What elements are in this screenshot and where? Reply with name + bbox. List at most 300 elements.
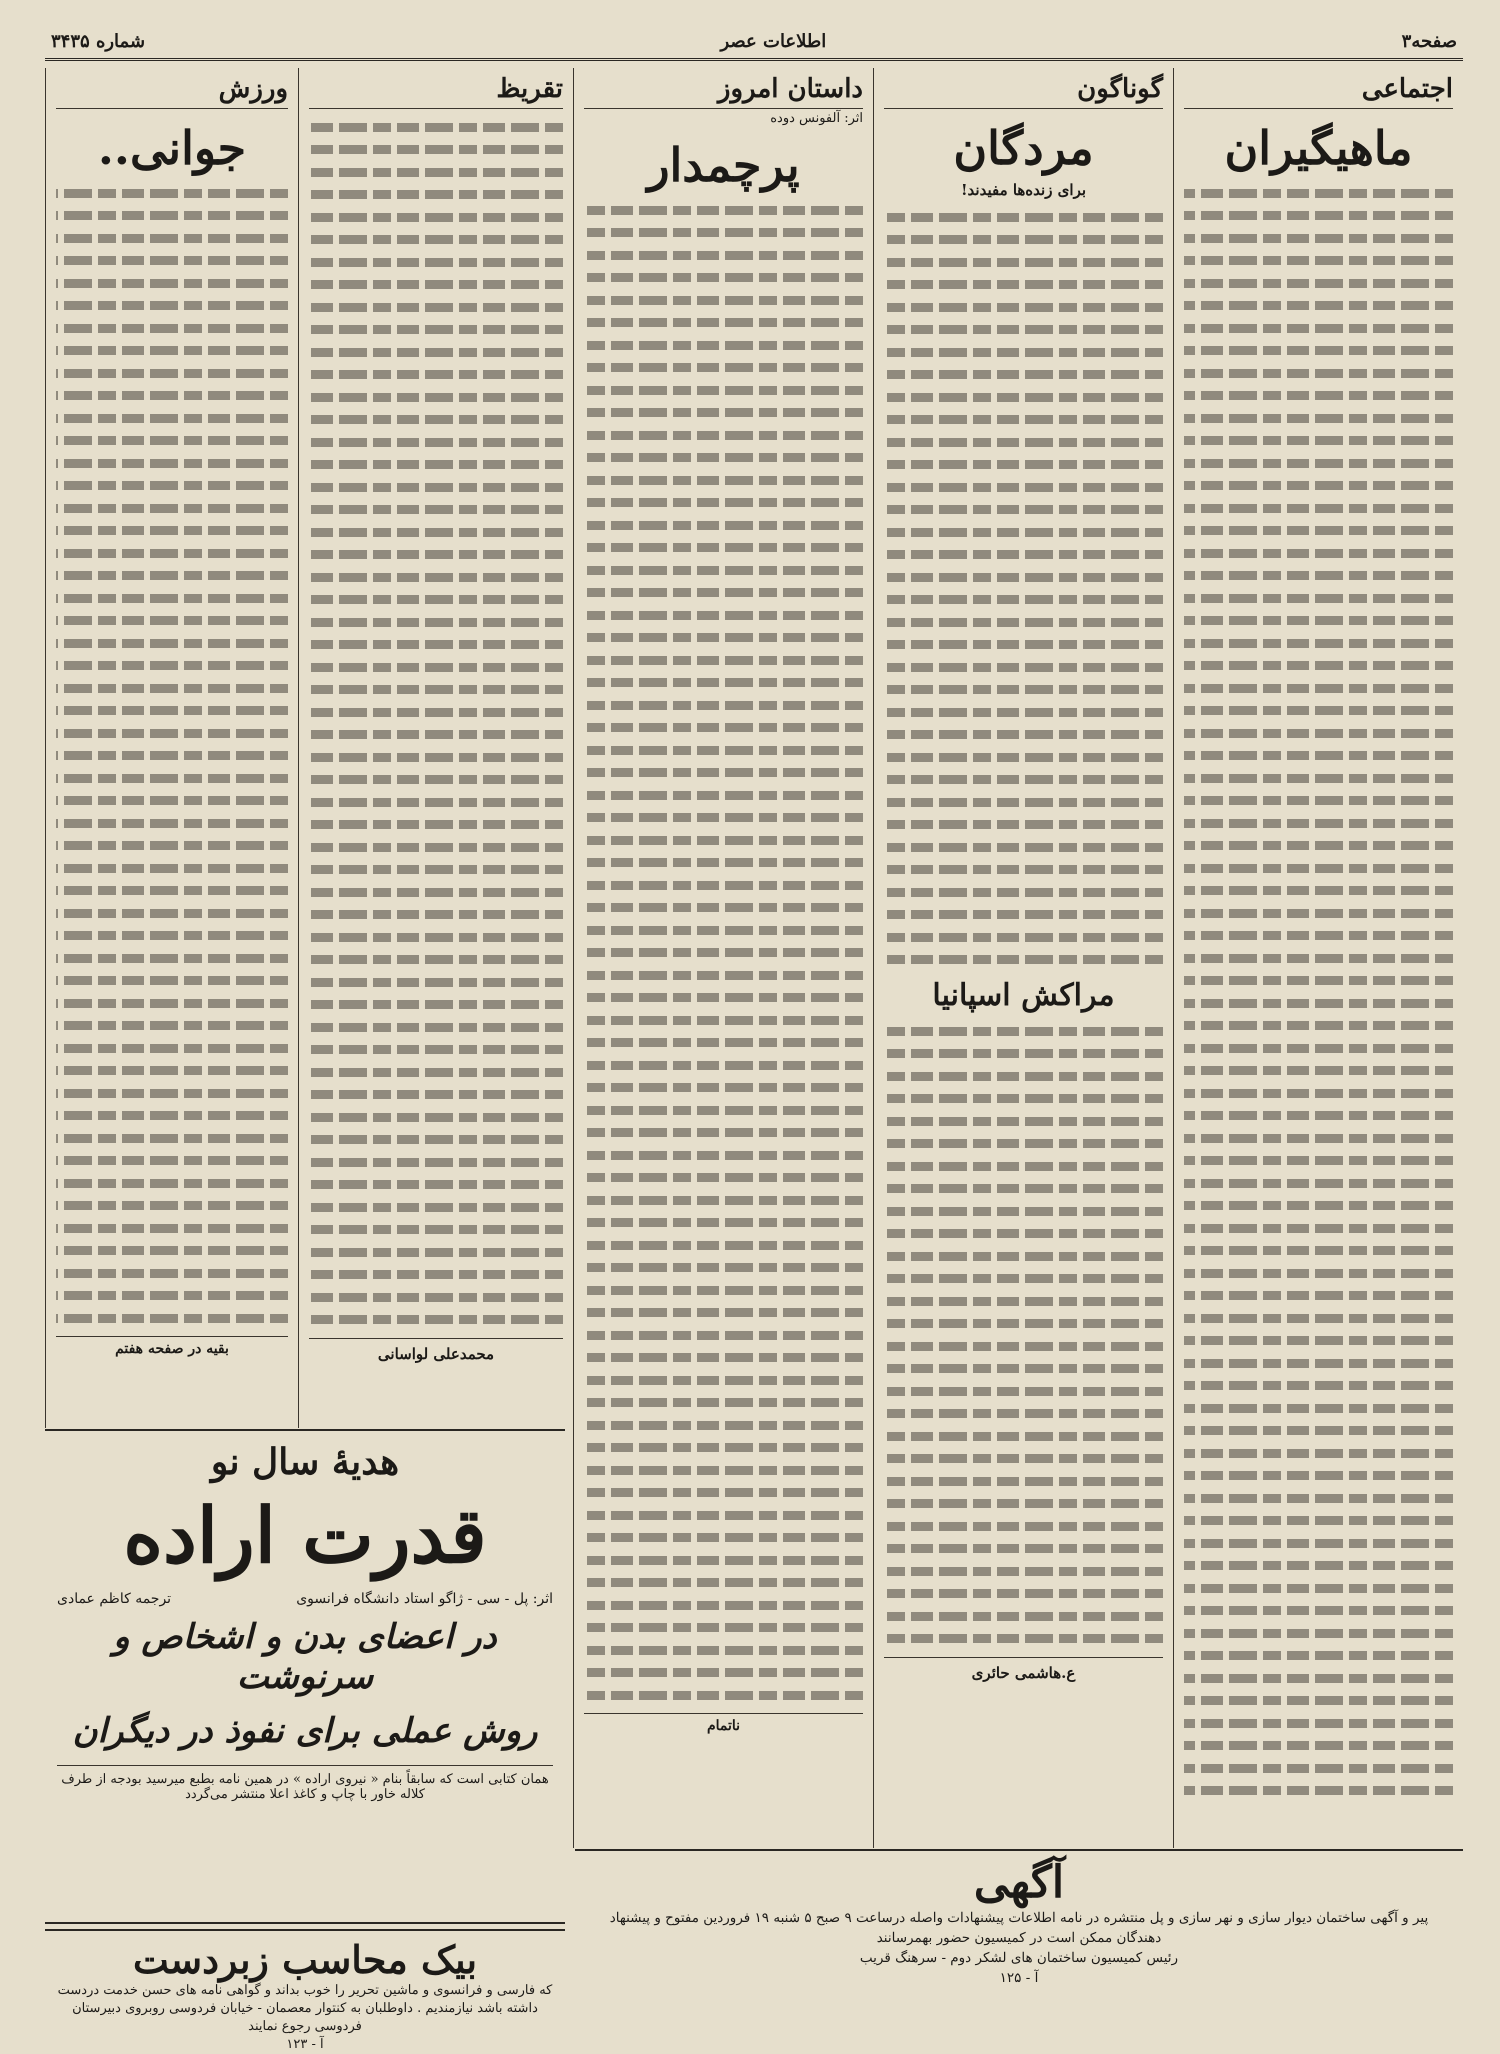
text-line [584,1151,863,1160]
text-line [309,505,563,514]
text-line [309,1023,563,1032]
text-line [584,993,863,1002]
text-line [56,954,288,963]
text-line [309,753,563,762]
text-line [56,369,288,378]
text-line [1184,999,1453,1008]
text-line [56,1089,288,1098]
text-line [584,566,863,575]
text-line [584,431,863,440]
text-line [56,1044,288,1053]
text-line [1184,1201,1453,1210]
column-review [298,68,573,1428]
accountant-details: که فارسی و فرانسوی و ماشین تحریر را خوب بداند و گواهی نامه های حسن خدمت دردست داشته باشد نیازمندیم . داوطلبان به کنتوار معصمان - خیابان فردوسی روبروی دبیرستان فردوسی رجوع نمایند [57,1983,553,2034]
text-line [884,1027,1163,1036]
text-line [1184,1111,1453,1120]
text-line [884,1049,1163,1058]
text-line [56,1111,288,1120]
text-line [884,393,1163,402]
text-line [1184,1696,1453,1705]
notice-sign: رئیس کمیسیون ساختمان های لشکر دوم - سرهنگ قریب [859,1950,1179,1966]
text-line [884,955,1163,964]
text-line [884,1162,1163,1171]
text-line [309,618,563,627]
text-line [584,1443,863,1452]
text-line [1184,751,1453,760]
text-line [584,881,863,890]
text-line [309,1068,563,1077]
text-line [1184,481,1453,490]
text-line [584,1061,863,1070]
text-line [884,730,1163,739]
text-line [584,206,863,215]
text-line [584,1511,863,1520]
text-line [56,346,288,355]
text-line [884,1342,1163,1351]
text-line [584,1083,863,1092]
text-line [56,571,288,580]
text-line [884,528,1163,537]
text-line [1184,1606,1453,1615]
section-label-story: داستان امروز [584,74,863,109]
text-line [884,1252,1163,1261]
text-line [584,386,863,395]
text-line [309,1293,563,1302]
text-line [56,774,288,783]
text-line [309,393,563,402]
text-line [56,1314,288,1323]
text-line [884,1499,1163,1508]
text-line [584,1601,863,1610]
text-line [1184,256,1453,265]
text-line [1184,391,1453,400]
text-line [884,258,1163,267]
text-line [584,341,863,350]
text-line [56,976,288,985]
text-line [884,1117,1163,1126]
text-line [1184,1089,1453,1098]
ad-accountant [45,1929,565,2052]
text-line [309,1135,563,1144]
text-line [584,1308,863,1317]
text-line [56,1291,288,1300]
text-line [1184,1426,1453,1435]
text-line [1184,1629,1453,1638]
text-line [884,1319,1163,1328]
text-line [1184,1674,1453,1683]
text-line [1184,1314,1453,1323]
text-line [56,526,288,535]
text-line [56,729,288,738]
text-line [884,1207,1163,1216]
sport-continued: بقیه در صفحه هفتم [56,1336,288,1357]
text-line [56,211,288,220]
text-line [584,1173,863,1182]
text-line [56,999,288,1008]
text-line [56,706,288,715]
text-line [56,1246,288,1255]
text-line [584,1241,863,1250]
text-line [584,791,863,800]
text-line [1184,571,1453,580]
text-line [884,460,1163,469]
section-label-social: اجتماعی [1184,74,1453,109]
text-line [56,594,288,603]
text-line [884,820,1163,829]
text-line [309,348,563,357]
text-line [884,1364,1163,1373]
text-line [884,1612,1163,1621]
text-line [56,909,288,918]
text-line [56,234,288,243]
text-line [1184,976,1453,985]
text-line [309,798,563,807]
column-story [573,68,873,1848]
text-line [309,730,563,739]
text-line [1184,346,1453,355]
text-line [584,408,863,417]
notice-code: آ - ۱۲۵ [999,1970,1039,1986]
text-line [584,521,863,530]
text-line [584,363,863,372]
text-line [309,820,563,829]
text-line [1184,1449,1453,1458]
text-line [309,123,563,132]
accountant-code: آ - ۱۲۳ [286,2037,324,2052]
paper-name: اطلاعات عصر [720,30,827,52]
text-line [1184,549,1453,558]
text-line [584,543,863,552]
text-line [884,1454,1163,1463]
text-line [584,228,863,237]
text-line [309,145,563,154]
text-line [309,325,563,334]
text-line [56,661,288,670]
text-line [1184,909,1453,918]
text-line [56,819,288,828]
text-line [1184,369,1453,378]
text-line [584,768,863,777]
text-line [584,1488,863,1497]
text-line [884,910,1163,919]
text-line [1184,819,1453,828]
text-line [584,1353,863,1362]
text-line [884,753,1163,762]
text-line [56,279,288,288]
text-line [584,971,863,980]
text-line [584,1556,863,1565]
newspaper-page [45,24,1463,2052]
text-line [1184,1584,1453,1593]
text-line [1184,1494,1453,1503]
text-line [584,273,863,282]
text-line [1184,1044,1453,1053]
text-line [309,775,563,784]
gift-line1: در اعضای بدن و اشخاص و سرنوشت [113,1617,497,1697]
headline-youth: جوانی.. [97,121,247,175]
gift-line2: روش عملی برای نفوذ در دیگران [72,1711,538,1751]
text-line [56,1179,288,1188]
text-line [1184,1786,1453,1795]
text-line [56,1066,288,1075]
text-line [1184,661,1453,670]
author-signature: ع.هاشمی حائری [884,1657,1163,1682]
text-line [884,1589,1163,1598]
story-author: اثر: آلفونس دوده [770,111,863,126]
text-line [309,640,563,649]
text-line [1184,1359,1453,1368]
text-line [1184,796,1453,805]
text-line [884,1432,1163,1441]
text-line [584,1196,863,1205]
text-line [1184,1224,1453,1233]
text-line [56,1269,288,1278]
text-line [584,746,863,755]
ad-notice [575,1849,1463,2024]
text-line [309,1045,563,1054]
text-line [1184,729,1453,738]
text-line [1184,594,1453,603]
text-line [584,251,863,260]
text-line [56,864,288,873]
text-line [584,678,863,687]
text-line [1184,189,1453,198]
text-line [1184,279,1453,288]
text-line [309,550,563,559]
text-line [584,453,863,462]
text-line [584,1106,863,1115]
text-line [1184,436,1453,445]
text-line [56,931,288,940]
text-line [56,189,288,198]
section-label-review: تقریظ [309,74,563,109]
text-line [584,1646,863,1655]
text-line [884,505,1163,514]
text-line [1184,324,1453,333]
text-line [1184,1336,1453,1345]
text-line [584,1263,863,1272]
text-line [584,723,863,732]
text-line [584,858,863,867]
text-line [309,933,563,942]
text-line [884,595,1163,604]
text-line [309,1180,563,1189]
text-line [309,370,563,379]
issue-label: شماره ۳۴۳۵ [51,30,146,52]
text-line [309,663,563,672]
text-line [309,1158,563,1167]
gift-translator: ترجمه کاظم عمادی [57,1591,172,1607]
text-line [1184,639,1453,648]
text-line [309,280,563,289]
text-line [56,256,288,265]
text-line [309,190,563,199]
text-line [309,168,563,177]
text-line [56,549,288,558]
column-sport [45,68,298,1428]
text-line [884,415,1163,424]
text-line [1184,1471,1453,1480]
text-line [56,301,288,310]
text-line [309,438,563,447]
text-line [309,843,563,852]
text-line [309,483,563,492]
story-end: ناتمام [584,1713,863,1734]
text-line [584,926,863,935]
text-line [584,1218,863,1227]
subhead-dead: برای زنده‌ها مفیدند! [960,181,1087,199]
text-line [56,1201,288,1210]
text-line [56,684,288,693]
text-line [884,213,1163,222]
text-line [1184,301,1453,310]
text-line [309,888,563,897]
headline-flagbearer: پرچمدار [647,138,800,192]
text-line [584,1466,863,1475]
text-line [56,796,288,805]
text-line [1184,706,1453,715]
column-social [1173,68,1463,1848]
text-line [884,865,1163,874]
text-line [56,886,288,895]
text-line [309,1000,563,1009]
review-author: محمدعلی لواسانی [309,1338,563,1363]
text-line [584,1016,863,1025]
text-line [584,1668,863,1677]
gift-author: اثر: پل - سی - ژاگو استاد دانشگاه فرانسوی [296,1591,553,1607]
text-line [56,324,288,333]
text-line [584,948,863,957]
text-line [884,1522,1163,1531]
text-line [884,843,1163,852]
text-line [884,483,1163,492]
gift-meta [57,1591,553,1607]
text-line [1184,1561,1453,1570]
text-line [584,1128,863,1137]
text-line [1184,1764,1453,1773]
text-line [884,370,1163,379]
text-line [56,841,288,850]
text-line [56,414,288,423]
text-line [1184,414,1453,423]
text-line [884,1567,1163,1576]
text-line [584,296,863,305]
text-line [584,588,863,597]
text-line [1184,684,1453,693]
text-line [884,685,1163,694]
text-line [1184,1066,1453,1075]
text-line [309,1113,563,1122]
text-line [884,1387,1163,1396]
headline-fishermen: ماهیگیران [1224,121,1413,175]
text-line [56,459,288,468]
text-line [309,595,563,604]
notice-details: پیر و آگهی ساختمان دیوار سازی و نهر سازی و پل منتشره در نامه اطلاعات پیشنهادات واصله درساعت ۹ صبح ۵ شنبه ۱۹ فروردین مفتوح و پیشنهاد دهندگان ممکن است در کمیسیون حضور بهمرسانند [609,1910,1429,1946]
text-line [584,318,863,327]
text-line [56,481,288,490]
masthead [45,24,1463,61]
text-line [884,1094,1163,1103]
text-line [884,933,1163,942]
text-line [884,573,1163,582]
text-line [884,1544,1163,1553]
text-line [309,460,563,469]
text-line [1184,616,1453,625]
text-line [1184,1741,1453,1750]
text-line [1184,841,1453,850]
text-line [56,639,288,648]
text-line [584,813,863,822]
text-line [584,1533,863,1542]
text-line [1184,954,1453,963]
text-line [309,978,563,987]
text-line [1184,1246,1453,1255]
text-line [884,888,1163,897]
text-line [56,1134,288,1143]
text-line [584,633,863,642]
text-line [1184,1404,1453,1413]
text-line [884,775,1163,784]
gift-footer: همان کتابی است که سابقاً بنام « نیروی اراده » در همین نامه بطبع میرسید بودجه از طرف کلاله خاور با چاپ و کاغذ اعلا منتشر می‌گردد [57,1765,553,1802]
text-line [884,348,1163,357]
text-line [584,656,863,665]
gift-title: هدیهٔ سال نو [210,1441,400,1483]
text-line [309,708,563,717]
text-line [584,611,863,620]
text-line [584,1691,863,1700]
text-line [56,616,288,625]
text-line [309,573,563,582]
text-line [584,1331,863,1340]
gift-book-title: قدرت اراده [123,1491,487,1580]
text-line [56,436,288,445]
text-line [884,235,1163,244]
text-line [56,1224,288,1233]
text-line [884,303,1163,312]
section-label-misc: گوناگون [884,74,1163,109]
text-line [584,701,863,710]
text-line [884,1274,1163,1283]
text-line [56,751,288,760]
text-line [309,865,563,874]
text-line [309,1270,563,1279]
text-line [884,1477,1163,1486]
text-line [1184,459,1453,468]
text-line [1184,1719,1453,1728]
text-line [584,1286,863,1295]
text-line [884,550,1163,559]
text-line [1184,1156,1453,1165]
text-line [584,476,863,485]
text-line [56,504,288,513]
text-line [1184,1516,1453,1525]
text-line [309,1248,563,1257]
text-line [884,1139,1163,1148]
text-line [1184,1269,1453,1278]
text-line [309,303,563,312]
text-line [56,391,288,400]
text-line [1184,864,1453,873]
text-line [584,1038,863,1047]
text-line [584,836,863,845]
headline-dead: مردگان [953,121,1094,175]
text-line [1184,1179,1453,1188]
text-line [1184,1134,1453,1143]
section-label-sport: ورزش [56,74,288,109]
text-line [584,498,863,507]
text-line [56,1156,288,1165]
text-line [884,798,1163,807]
